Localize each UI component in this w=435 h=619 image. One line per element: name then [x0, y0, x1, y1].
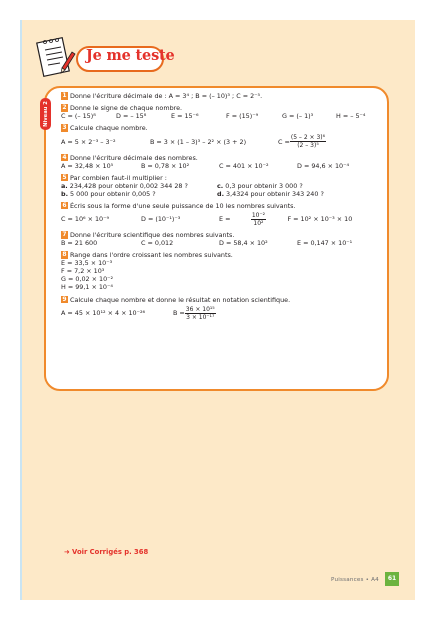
item: 5 000 pour obtenir 0,005 ? [68, 189, 156, 198]
fraction [290, 134, 326, 149]
exercise-number: 1 [62, 92, 67, 99]
item: E = [219, 215, 231, 224]
exercise-number: 7 [62, 231, 67, 239]
item: A = 45 × 10¹² × 4 × 10⁻²⁶ [61, 309, 146, 317]
exercise-1 [61, 92, 383, 100]
item: B = [173, 309, 185, 317]
exercise-text: Range dans l'ordre croissant les nombres suivants. [70, 251, 233, 260]
exercise-4 [61, 154, 383, 170]
exercise-text: Calcule chaque nombre. [70, 124, 148, 133]
item-letter: c. [217, 181, 224, 190]
exercise-8 [61, 251, 383, 291]
item: B = 0,78 × 10² [141, 161, 190, 170]
item: G = 0,02 × 10⁻² [61, 275, 114, 284]
page-title: Je me teste [86, 47, 175, 64]
exercise-5 [61, 174, 383, 198]
exercise-3 [61, 124, 383, 149]
item: C = 401 × 10⁻² [219, 161, 269, 170]
item-letter: a. [61, 181, 68, 190]
item: G = (– 1)³ [282, 112, 314, 121]
item: E = 15⁻⁶ [171, 112, 199, 121]
item: B = 3 × (1 – 3)³ – 2² × (3 + 2) [150, 137, 247, 146]
exercise-6 [61, 202, 383, 227]
fraction [230, 212, 286, 227]
exercise-number: 6 [62, 201, 67, 209]
item: 234,428 pour obtenir 0,002 344 28 ? [67, 181, 188, 190]
fraction-numerator: 10⁻² [251, 211, 266, 219]
item: D = 94,6 × 10⁻⁴ [297, 161, 350, 170]
fraction [185, 306, 216, 321]
level-badge [40, 98, 51, 130]
item-letter: b. [61, 189, 69, 198]
item: C = 10⁶ × 10⁻⁹ [61, 215, 110, 224]
exercise-text: Calcule chaque nombre et donne le résultat en notation scientifique. [70, 295, 291, 304]
item: F = 7,2 × 10³ [61, 267, 105, 276]
item: D = – 15⁸ [116, 112, 147, 121]
exercise-number: 5 [62, 173, 67, 181]
item: C = (– 15)⁸ [61, 112, 96, 121]
page-number: 61 [385, 572, 399, 586]
item: B = 21 600 [61, 239, 98, 248]
item: C = 0,012 [141, 239, 174, 248]
exercise-7 [61, 231, 383, 247]
level-badge-label: Niveau 2 [42, 101, 49, 127]
exercise-text: Donne l'écriture décimale de : A = 3⁴ ; B = (– 10)³ ; C = 2⁻⁵. [70, 92, 263, 100]
fraction-denominator: 10² [253, 219, 264, 227]
exercise-text: Par combien faut-il multiplier : [70, 173, 167, 182]
exercise-9 [61, 296, 383, 321]
exercise-list [61, 92, 383, 325]
exercise-number: 2 [62, 104, 67, 112]
notepad-pencil-icon [36, 34, 78, 78]
answers-link[interactable]: ➜ Voir Corrigés p. 368 [64, 548, 149, 556]
item: 3,4324 pour obtenir 343 240 ? [224, 189, 324, 198]
exercise-text: Écris sous la forme d'une seule puissance de 10 les nombres suivants. [70, 201, 296, 210]
fraction-numerator: (5 – 2 × 3)⁶ [290, 134, 326, 142]
item: D = 58,4 × 10² [219, 239, 268, 248]
item: H = – 5⁻⁴ [336, 112, 366, 121]
fraction-denominator: (2 – 3)⁵ [297, 142, 319, 150]
exercise-number: 8 [62, 251, 67, 259]
item: 0,3 pour obtenir 3 000 ? [223, 181, 303, 190]
item: E = 0,147 × 10⁻¹ [297, 239, 353, 248]
fraction-denominator: 3 × 10⁻¹⁷ [186, 313, 215, 321]
exercise-number: 4 [62, 153, 67, 161]
item: A = 32,48 × 10⁵ [61, 161, 114, 170]
item: E = 33,5 × 10⁻³ [61, 259, 113, 268]
item: F = 10² × 10⁻³ × 10 [287, 215, 353, 224]
item: F = (15)⁻⁹ [226, 112, 259, 121]
item: C = [278, 137, 290, 146]
exercise-text: Donne l'écriture scientifique des nombres suivants. [70, 231, 235, 240]
item: A = 5 × 2⁻³ – 3⁻² [61, 137, 116, 146]
margin-rule [20, 20, 22, 600]
exercise-2 [61, 104, 383, 120]
item: H = 99,1 × 10⁻⁴ [61, 283, 113, 292]
exercise-number: 9 [62, 295, 67, 303]
footer-section: Puissances • A4 [331, 577, 379, 583]
item-letter: d. [217, 189, 225, 198]
exercise-number: 3 [62, 124, 67, 132]
fraction-numerator: 36 × 10¹⁵ [185, 305, 215, 313]
exercise-text: Donne le signe de chaque nombre. [70, 104, 183, 113]
item: D = (10⁻¹)⁻³ [141, 215, 181, 224]
exercise-text: Donne l'écriture décimale des nombres. [70, 153, 198, 162]
